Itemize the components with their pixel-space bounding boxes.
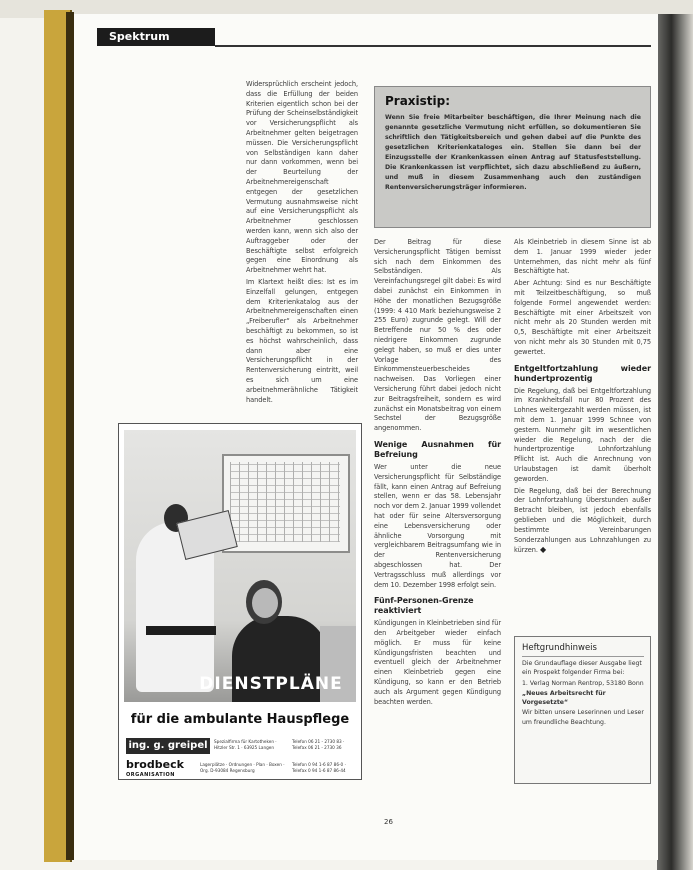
praxistip-title: Praxistip: <box>385 94 451 108</box>
paragraph: Im Klartext heißt dies: Ist es im Einzelfall gelungen, entgegen dem Kriterienkatalog aus der Arbeitnehmereigenschaften einen „Freiberufler“ als Arbeitnehmer beschäftigt zu bekommen, so ist es höchst wahrscheinlich, dass dann aber eine Versicherungspflicht in der Rentenversicherung eintritt, weil es sich um eine arbeitnehmerähnliche Tätigkeit handelt. <box>246 277 358 404</box>
ad-address-2: Lagerplätze · Ordnungen · Plan · Boxen · Org. D-93084 Regensburg <box>200 762 285 773</box>
brodbeck-name: brodbeck <box>126 758 184 771</box>
ad-photo <box>124 430 356 702</box>
ad-headline: DIENSTPLÄNE <box>199 674 343 694</box>
brodbeck-logo <box>126 759 196 781</box>
seated-person-face <box>252 588 278 618</box>
hinweis-title: Heftgrundhinweis <box>522 643 597 653</box>
ad-address-1: Spezialfirma für Kartotheken · Hitzler Str. 1 · 63925 Langen <box>214 739 277 750</box>
ad-subline: für die ambulante Hauspflege <box>130 712 350 727</box>
hinweis-body <box>522 659 646 728</box>
paragraph: Kündigungen in Kleinbetrieben sind für den Arbeitgeber wieder einfach möglich. Er muss für keine Kündigungsfristen beachten und eventuell gleich der Arbeitnehmer einen Kleinbetrieb gegen eine Kündigung, so kann er den Betrieb auch als Argument gegen Kündigung beachten werden. <box>374 619 501 706</box>
paragraph-text: Die Regelung, daß bei der Berechnung der Lohnfortzahlung Überstunden außer Betracht bleiben, ist jedoch ebenfalls geblieben und die Möglichkeit, durch bestimmte Vereinbarungen Sonderzahlungen aus Lohnzahlungen zu kürzen. <box>514 486 651 555</box>
column-1 <box>246 80 358 407</box>
hinweis-line: „Neues Arbeitsrecht für Vorgesetzte“ <box>522 689 606 707</box>
hinweis-line: Die Grundauflage dieser Ausgabe liegt ein Prospekt folgender Firma bei: <box>522 660 642 677</box>
greipel-logo: ing. g. greipel <box>126 738 210 754</box>
praxistip-body: Wenn Sie freie Mitarbeiter beschäftigen, die Ihrer Meinung nach die genannte gesetzliche Vermutung nicht erfüllen, so dokumentieren Sie schriftlich den Tätigkeitsbereich und gehen dabei auf die Punkte des gesetzlichen Kriterienkataloges ein. Stellen Sie dann bei der Einzugsstelle der Krankenkassen einen Antrag auf Statusfeststellung. Die Krankenkassen ist verpflichtet, sich dazu abschließend zu äußern, und muß in diesem Zusammenhang auch den zuständigen Rentenversicherungsträger informieren. <box>385 114 641 191</box>
planning-board <box>222 454 350 553</box>
section-heading: Entgeltfortzahlung wieder hundertprozentig <box>514 363 651 383</box>
column-2 <box>374 238 501 709</box>
paragraph: Die Regelung, daß bei Entgeltfortzahlung im Krankheitsfall nur 80 Prozent des Lohnes weitergezahlt werden müssen, ist mit dem 1. Januar 1999 Schnee von gestern. Nunmehr gilt im wesentlichen wieder die Regelung, nach der die hundertprozentige Lohnfortzahlung Pflicht ist. Auch die Anrechnung von Urlaubstagen ist damit überholt geworden. <box>514 386 651 483</box>
paragraph: Widersprüchlich erscheint jedoch, dass die Erfüllung der beiden Kriterien eigentlich schon bei der Prüfung der Scheinselbständigkeit vor Versicherungspflicht als Arbeitnehmer gelten beigetragen müssen. Die Versicherungspflicht von Selbständigen kann daher nur dann vorkommen, wenn bei der Beurteilung der Arbeitnehmereigenschaft entgegen der gesetzlichen Vermutung ausnahmsweise nicht auf eine Versicherungspflicht als Arbeitnehmer geschlossen werden kann, wenn sich also der Auftraggeber oder der Beschäftigte selbst erfolgreich gegen eine Einordnung als Arbeitnehmer wehrt hat. <box>246 80 358 275</box>
divider <box>522 656 644 657</box>
ad-phone-1: Telefon 06 21 - 2730 83 · Telefax 06 21 - 2730 36 <box>292 739 345 750</box>
belt <box>146 626 216 635</box>
binder-shadow <box>66 12 74 860</box>
section-label: Spektrum <box>97 28 215 46</box>
page-number: 26 <box>384 818 393 826</box>
hinweis-box <box>514 636 651 784</box>
hinweis-line: Wir bitten unsere Leserinnen und Leser um freundliche Beachtung. <box>522 709 644 726</box>
paragraph: Wer unter die neue Versicherungspflicht für Selbständige fällt, kann einen Antrag auf Befreiung stellen, wenn er das 58. Lebensjahr noch vor dem 2. Januar 1999 vollendet hat oder für seine Altersversorgung eine Lebensversicherung oder ähnliche Vorsorgung mit vergleichbarem Beitragsumfang wie in der Rentenversicherung abgeschlossen hat. Der Vertragsschluss muß allerdings vor dem 10. Dezember 1998 erfolgt sein. <box>374 462 501 589</box>
section-heading: Fünf-Personen-Grenze reaktiviert <box>374 596 474 616</box>
board-grid <box>230 462 340 542</box>
praxistip-box <box>374 86 651 228</box>
hinweis-line: 1. Verlag Norman Rentrop, 53180 Bonn <box>522 679 644 687</box>
header-rule <box>215 45 651 47</box>
column-3 <box>514 238 651 558</box>
paragraph <box>514 487 651 557</box>
brodbeck-sub: ORGANISATION <box>126 772 175 778</box>
page-edge <box>657 14 693 870</box>
paragraph: Der Beitrag für diese Versicherungspflicht Tätigen bemisst sich nach dem Einkommen des Selbständigen. Als Vereinfachungsregel gilt dabei: Es wird dabei zunächst ein Einkommen in Höhe der monatlichen Bezugsgröße (1999: 4 410 Mark beziehungsweise 2 255 Euro) zugrunde gelegt. Will der Betreffende nur 50 % des oder niedrigere Einkommen zugrunde gelegt haben, so muß er dies unter Vorlage des Einkommensteuerbescheides nachweisen. Das Vorliegen einer Versicherung führt dabei jedoch nicht zur Beitragsfreiheit, sondern es wird zunächst ein Monatsbeitrag von einem Sechstel der Bezugsgröße angenommen. <box>374 238 501 433</box>
paragraph: Als Kleinbetrieb in diesem Sinne ist ab dem 1. Januar 1999 wieder jeder Unternehmen, das nicht mehr als fünf Beschäftigte hat. <box>514 238 651 276</box>
ad-phone-2: Telefon 0 94 1-6 87 86-0 · Telefax 0 94 1-6 87 86-44 <box>292 762 346 773</box>
paragraph: Aber Achtung: Sind es nur Beschäftigte mit Teilzeitbeschäftigung, so muß folgende Formel angewendet werden: Beschäftigte mit einer Arbeitszeit von nicht mehr als 20 Stunden werden mit 0,5, Beschäftigte mit einer Arbeitszeit von nicht mehr als 30 Stunden mit 0,75 gewertet. <box>514 279 651 356</box>
section-heading: Wenige Ausnahmen für Befreiung <box>374 439 501 459</box>
end-mark: ◆ <box>540 545 547 555</box>
